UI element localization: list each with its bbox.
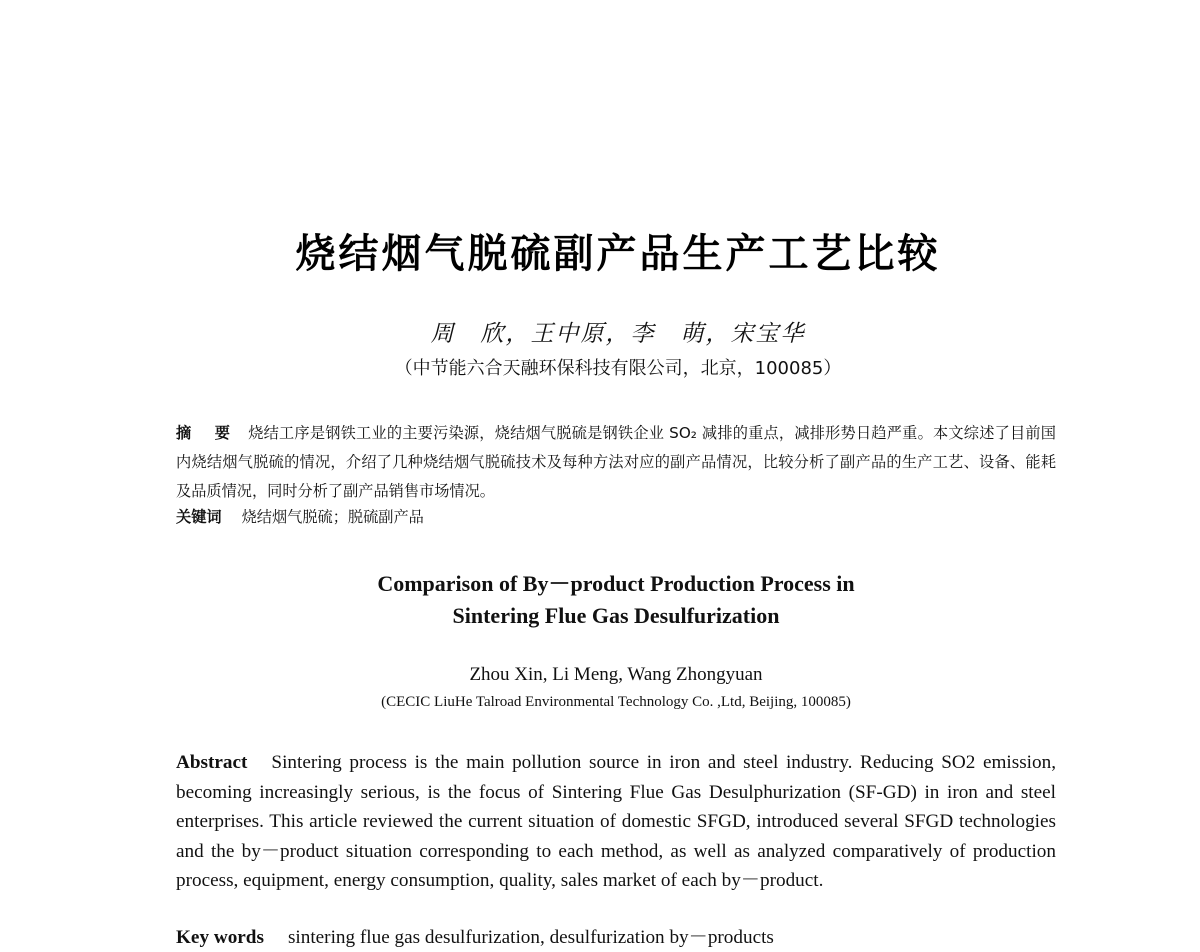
chinese-abstract-label: 摘 要 — [176, 424, 235, 442]
chinese-affiliation: （中节能六合天融环保科技有限公司，北京，100085） — [394, 358, 842, 379]
english-keywords-label: Key words — [176, 927, 264, 948]
english-keywords — [176, 924, 1056, 952]
english-affiliation: (CECIC LiuHe Talroad Environmental Technology Co. ,Ltd, Beijing, 100085) — [381, 694, 851, 710]
english-title — [0, 568, 1200, 632]
chinese-title: 烧结烟气脱硫副产品生产工艺比较 — [295, 231, 941, 277]
english-title-line-1: Comparison of By－product Production Process in — [377, 571, 855, 596]
chinese-keywords-text: 烧结烟气脱硫；脱硫副产品 — [241, 508, 424, 526]
english-abstract-text: Sintering process is the main pollution source in iron and steel industry. Reducing SO2 emission, becoming increasingly serious, is the focus of Sintering Flue Gas Desulphurization (SF-GD) in iron and steel enterprises. This article reviewed the current situation of domestic SFGD, introduced several SFGD technologies and the by－product situation corresponding to each method, as well as analyzed comparatively of production process, equipment, energy consumption, quality, sales market of each by－product. — [176, 752, 1056, 891]
chinese-abstract — [176, 419, 1056, 506]
chinese-keywords — [176, 505, 1056, 529]
english-authors: Zhou Xin, Li Meng, Wang Zhongyuan — [469, 664, 763, 685]
english-abstract-label: Abstract — [176, 752, 248, 773]
english-title-line-2: Sintering Flue Gas Desulfurization — [452, 603, 780, 628]
english-keywords-text: sintering flue gas desulfurization, desulfurization by－products — [287, 927, 774, 948]
chinese-keywords-label: 关键词 — [176, 508, 222, 526]
english-abstract — [176, 748, 1056, 896]
chinese-authors: 周 欣，王中原，李 萌，宋宝华 — [430, 321, 806, 347]
chinese-abstract-text: 烧结工序是钢铁工业的主要污染源，烧结烟气脱硫是钢铁企业 SO₂ 减排的重点，减排形势日趋严重。本文综述了目前国内烧结烟气脱硫的情况，介绍了几种烧结烟气脱硫技术及每种方法对应的副产品情况，比较分析了副产品的生产工艺、设备、能耗及品质情况，同时分析了副产品销售市场情况。 — [176, 424, 1056, 500]
